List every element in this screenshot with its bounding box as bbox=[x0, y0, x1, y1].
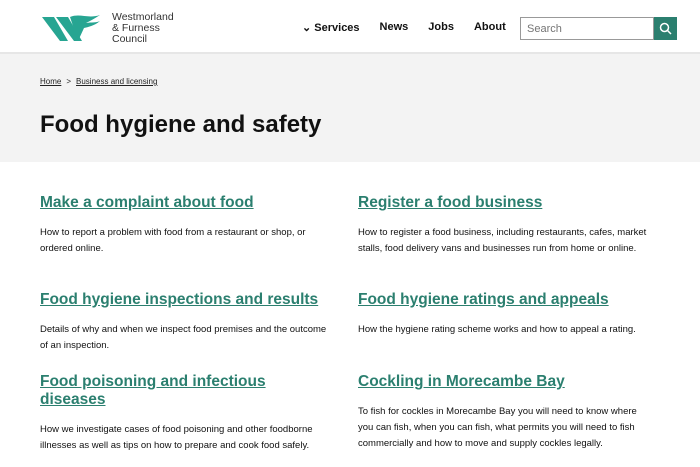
topic-description: To fish for cockles in Morecambe Bay you will need to know where you can fish, when you can fish, what permits you will need to fish commercially and how to move and supply cockles legally. bbox=[358, 406, 637, 449]
council-logo[interactable] bbox=[40, 12, 174, 45]
logo-line: Council bbox=[112, 33, 148, 45]
topic-link[interactable]: Food hygiene inspections and results bbox=[40, 291, 319, 308]
search-button[interactable] bbox=[654, 17, 677, 40]
topic-card bbox=[40, 373, 335, 454]
topic-card bbox=[358, 373, 653, 452]
topic-link[interactable]: Food poisoning and infectious diseases bbox=[40, 373, 266, 408]
breadcrumb bbox=[40, 77, 157, 86]
search-icon bbox=[659, 22, 672, 35]
topic-description: How to report a problem with food from a restaurant or shop, or ordered online. bbox=[40, 227, 306, 254]
chevron-down-icon: ⌄ bbox=[302, 22, 315, 34]
topic-card bbox=[40, 194, 335, 257]
topic-description: How we investigate cases of food poisoning and other foodborne illnesses as well as tips on how to prepare and cook food safely. bbox=[40, 424, 313, 451]
nav-about[interactable]: About bbox=[473, 21, 506, 33]
nav-jobs[interactable]: Jobs bbox=[428, 21, 454, 33]
breadcrumb-separator: > bbox=[66, 77, 72, 86]
nav-services[interactable] bbox=[302, 21, 360, 34]
main-nav bbox=[302, 21, 506, 34]
topic-description: How to register a food business, including restaurants, cafes, market stalls, food delivery vans and businesses run from home or online. bbox=[358, 227, 647, 254]
logo-icon bbox=[40, 13, 106, 45]
breadcrumb-home[interactable]: Home bbox=[40, 77, 62, 86]
logo-text bbox=[112, 12, 174, 45]
topic-link[interactable]: Register a food business bbox=[358, 194, 543, 211]
nav-services-label: Services bbox=[314, 22, 360, 34]
topic-link[interactable]: Make a complaint about food bbox=[40, 194, 254, 211]
search-form bbox=[520, 17, 677, 40]
topic-card bbox=[358, 194, 653, 257]
topic-card bbox=[40, 291, 335, 354]
topic-description: Details of why and when we inspect food premises and the outcome of an inspection. bbox=[40, 324, 327, 351]
search-input[interactable] bbox=[520, 17, 654, 40]
topic-description: How the hygiene rating scheme works and how to appeal a rating. bbox=[358, 324, 636, 335]
topic-link[interactable]: Cockling in Morecambe Bay bbox=[358, 373, 565, 390]
nav-news[interactable]: News bbox=[379, 21, 409, 33]
breadcrumb-business[interactable]: Business and licensing bbox=[76, 77, 158, 86]
topic-link[interactable]: Food hygiene ratings and appeals bbox=[358, 291, 609, 308]
logo-line: Westmorland bbox=[112, 11, 174, 23]
logo-line: & Furness bbox=[112, 22, 160, 34]
site-header bbox=[0, 0, 700, 54]
page-banner bbox=[0, 54, 700, 162]
page-title: Food hygiene and safety bbox=[40, 111, 322, 138]
topic-card bbox=[358, 291, 653, 338]
